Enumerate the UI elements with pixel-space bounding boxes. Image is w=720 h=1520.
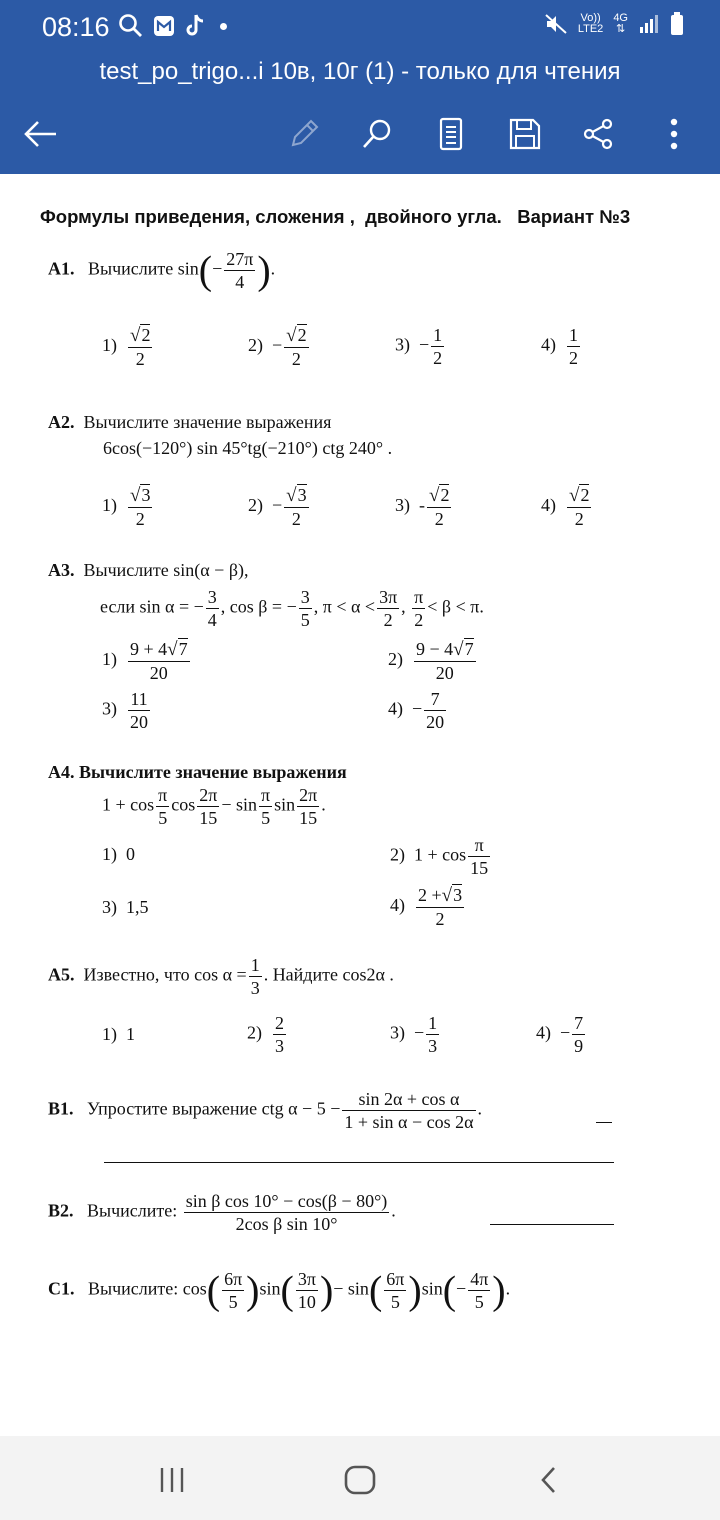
- a1-option-1[interactable]: 1) $\frac{√2}{2}$: [102, 325, 151, 369]
- system-nav-bar: [0, 1436, 720, 1520]
- a3-option-1[interactable]: 1) $\frac{9 + 4√7}{20}$: [102, 639, 188, 683]
- a2-option-1[interactable]: 1) $\frac{√3}{2}$: [102, 485, 151, 529]
- share-icon[interactable]: [576, 112, 620, 156]
- page-title: Формулы приведения, сложения , двойного угла. Вариант №3: [40, 206, 631, 227]
- task-b1: В1. Упростите выражение ctg α − 5 − $\frac{\text{sin 2α + cos α}}{\text{1 + sin α − cos 2α}}$ .: [48, 1089, 483, 1132]
- answer-line: [596, 1122, 612, 1123]
- more-icon[interactable]: [652, 112, 696, 156]
- task-c1: С1. Вычислите: cos( $\frac{6\pi}{5}$ )sin( $\frac{3\pi}{10}$ )− sin( $\frac{6\pi}{5}$ )sin(− $\frac{4\pi}{5}$ ).: [48, 1267, 511, 1313]
- a2-option-2[interactable]: 2) − $\frac{√3}{2}$: [248, 485, 307, 529]
- a5-option-3[interactable]: 3) − $\frac{1}{3}$: [390, 1013, 438, 1056]
- a2-option-3[interactable]: 3) - $\frac{√2}{2}$: [395, 485, 450, 529]
- a4-option-4[interactable]: 4) $\frac{2 +√3}{2}$: [390, 885, 463, 929]
- a4-option-3[interactable]: 3) 1,5: [102, 897, 149, 917]
- a1-option-2[interactable]: 2) − $\frac{√2}{2}$: [248, 325, 307, 369]
- search-status-icon: [118, 13, 144, 39]
- a2-option-4[interactable]: 4) $\frac{√2}{2}$: [541, 485, 590, 529]
- a1-option-4[interactable]: 4) $\frac{1}{2}$: [541, 325, 578, 368]
- a5-option-2[interactable]: 2) $\frac{2}{3}$: [247, 1013, 284, 1056]
- status-time: 08:16: [42, 12, 110, 42]
- task-b2: В2. Вычислите: $\frac{\text{sin β cos 10° − cos(β − 80°)}}{\text{2cos β sin 10°}}$ .: [48, 1191, 396, 1234]
- mute-icon: [544, 12, 568, 36]
- a5-option-4[interactable]: 4) − $\frac{7}{9}$: [536, 1013, 584, 1056]
- search-icon[interactable]: [355, 112, 399, 156]
- gmail-icon: [152, 14, 176, 38]
- a3-option-4[interactable]: 4) − $\frac{7}{20}$: [388, 689, 445, 732]
- task-a5: А5. Известно, что cos α = $\frac{1}{3}$ . Найдите cos2α .: [48, 955, 394, 998]
- status-bar: [0, 0, 720, 56]
- save-icon[interactable]: [503, 112, 547, 156]
- a5-option-1[interactable]: 1) 1: [102, 1024, 135, 1044]
- document-title: test_po_trigo...i 10в, 10г (1) - только для чтения: [99, 58, 621, 85]
- edit-pencil-icon[interactable]: [282, 112, 326, 156]
- answer-line: [490, 1224, 614, 1225]
- back-icon[interactable]: [524, 1460, 572, 1500]
- a2-expression: 6cos(−120°) sin 45°tg(−210°) ctg 240° .: [103, 438, 393, 458]
- tiktok-icon: [184, 13, 206, 39]
- task-a4: А4. Вычислите значение выражения: [48, 762, 347, 782]
- a3-condition: если sin α = − $\frac{3}{4}$ , cos β = − $\frac{3}{5}$ , π < α < $\frac{3\pi}{2}$ , $\frac{\pi}{2}$ < β < π.: [100, 587, 484, 630]
- data-arrows-icon: ⇅: [616, 23, 626, 35]
- document-page[interactable]: [0, 174, 720, 1436]
- app-header: [0, 0, 720, 174]
- a4-expression: 1 + cos $\frac{\pi}{5}$ cos $\frac{2\pi}{15}$ − sin $\frac{\pi}{5}$ sin $\frac{2\pi}{15}$ .: [102, 785, 326, 828]
- a3-option-3[interactable]: 3) $\frac{11}{20}$: [102, 689, 148, 732]
- a4-option-1[interactable]: 1) 0: [102, 844, 135, 864]
- recent-apps-icon[interactable]: [148, 1460, 196, 1500]
- volte-indicator: Vo)) LTE2: [577, 12, 604, 35]
- a1-option-3[interactable]: 3) − $\frac{1}{2}$: [395, 325, 443, 368]
- back-arrow-icon[interactable]: [18, 112, 62, 156]
- home-icon[interactable]: [336, 1460, 384, 1500]
- toolbar: [0, 104, 720, 164]
- reading-mode-icon[interactable]: [429, 112, 473, 156]
- task-a1: А1. Вычислите sin(− $\frac{27\pi}{4}$ ).: [48, 247, 276, 293]
- answer-line: [104, 1162, 614, 1163]
- signal-icon: [638, 13, 660, 35]
- notification-dot-icon: [220, 23, 227, 30]
- battery-icon: [670, 12, 684, 36]
- network-indicator: 4G ⇅: [613, 12, 628, 35]
- a4-option-2[interactable]: 2) 1 + cos $\frac{\pi}{15}$: [390, 835, 489, 878]
- task-a2: А2. Вычислите значение выражения: [48, 412, 332, 432]
- task-a3: А3. Вычислите sin(α − β),: [48, 560, 249, 580]
- a3-option-2[interactable]: 2) $\frac{9 - 4√7}{20}$: [388, 639, 474, 683]
